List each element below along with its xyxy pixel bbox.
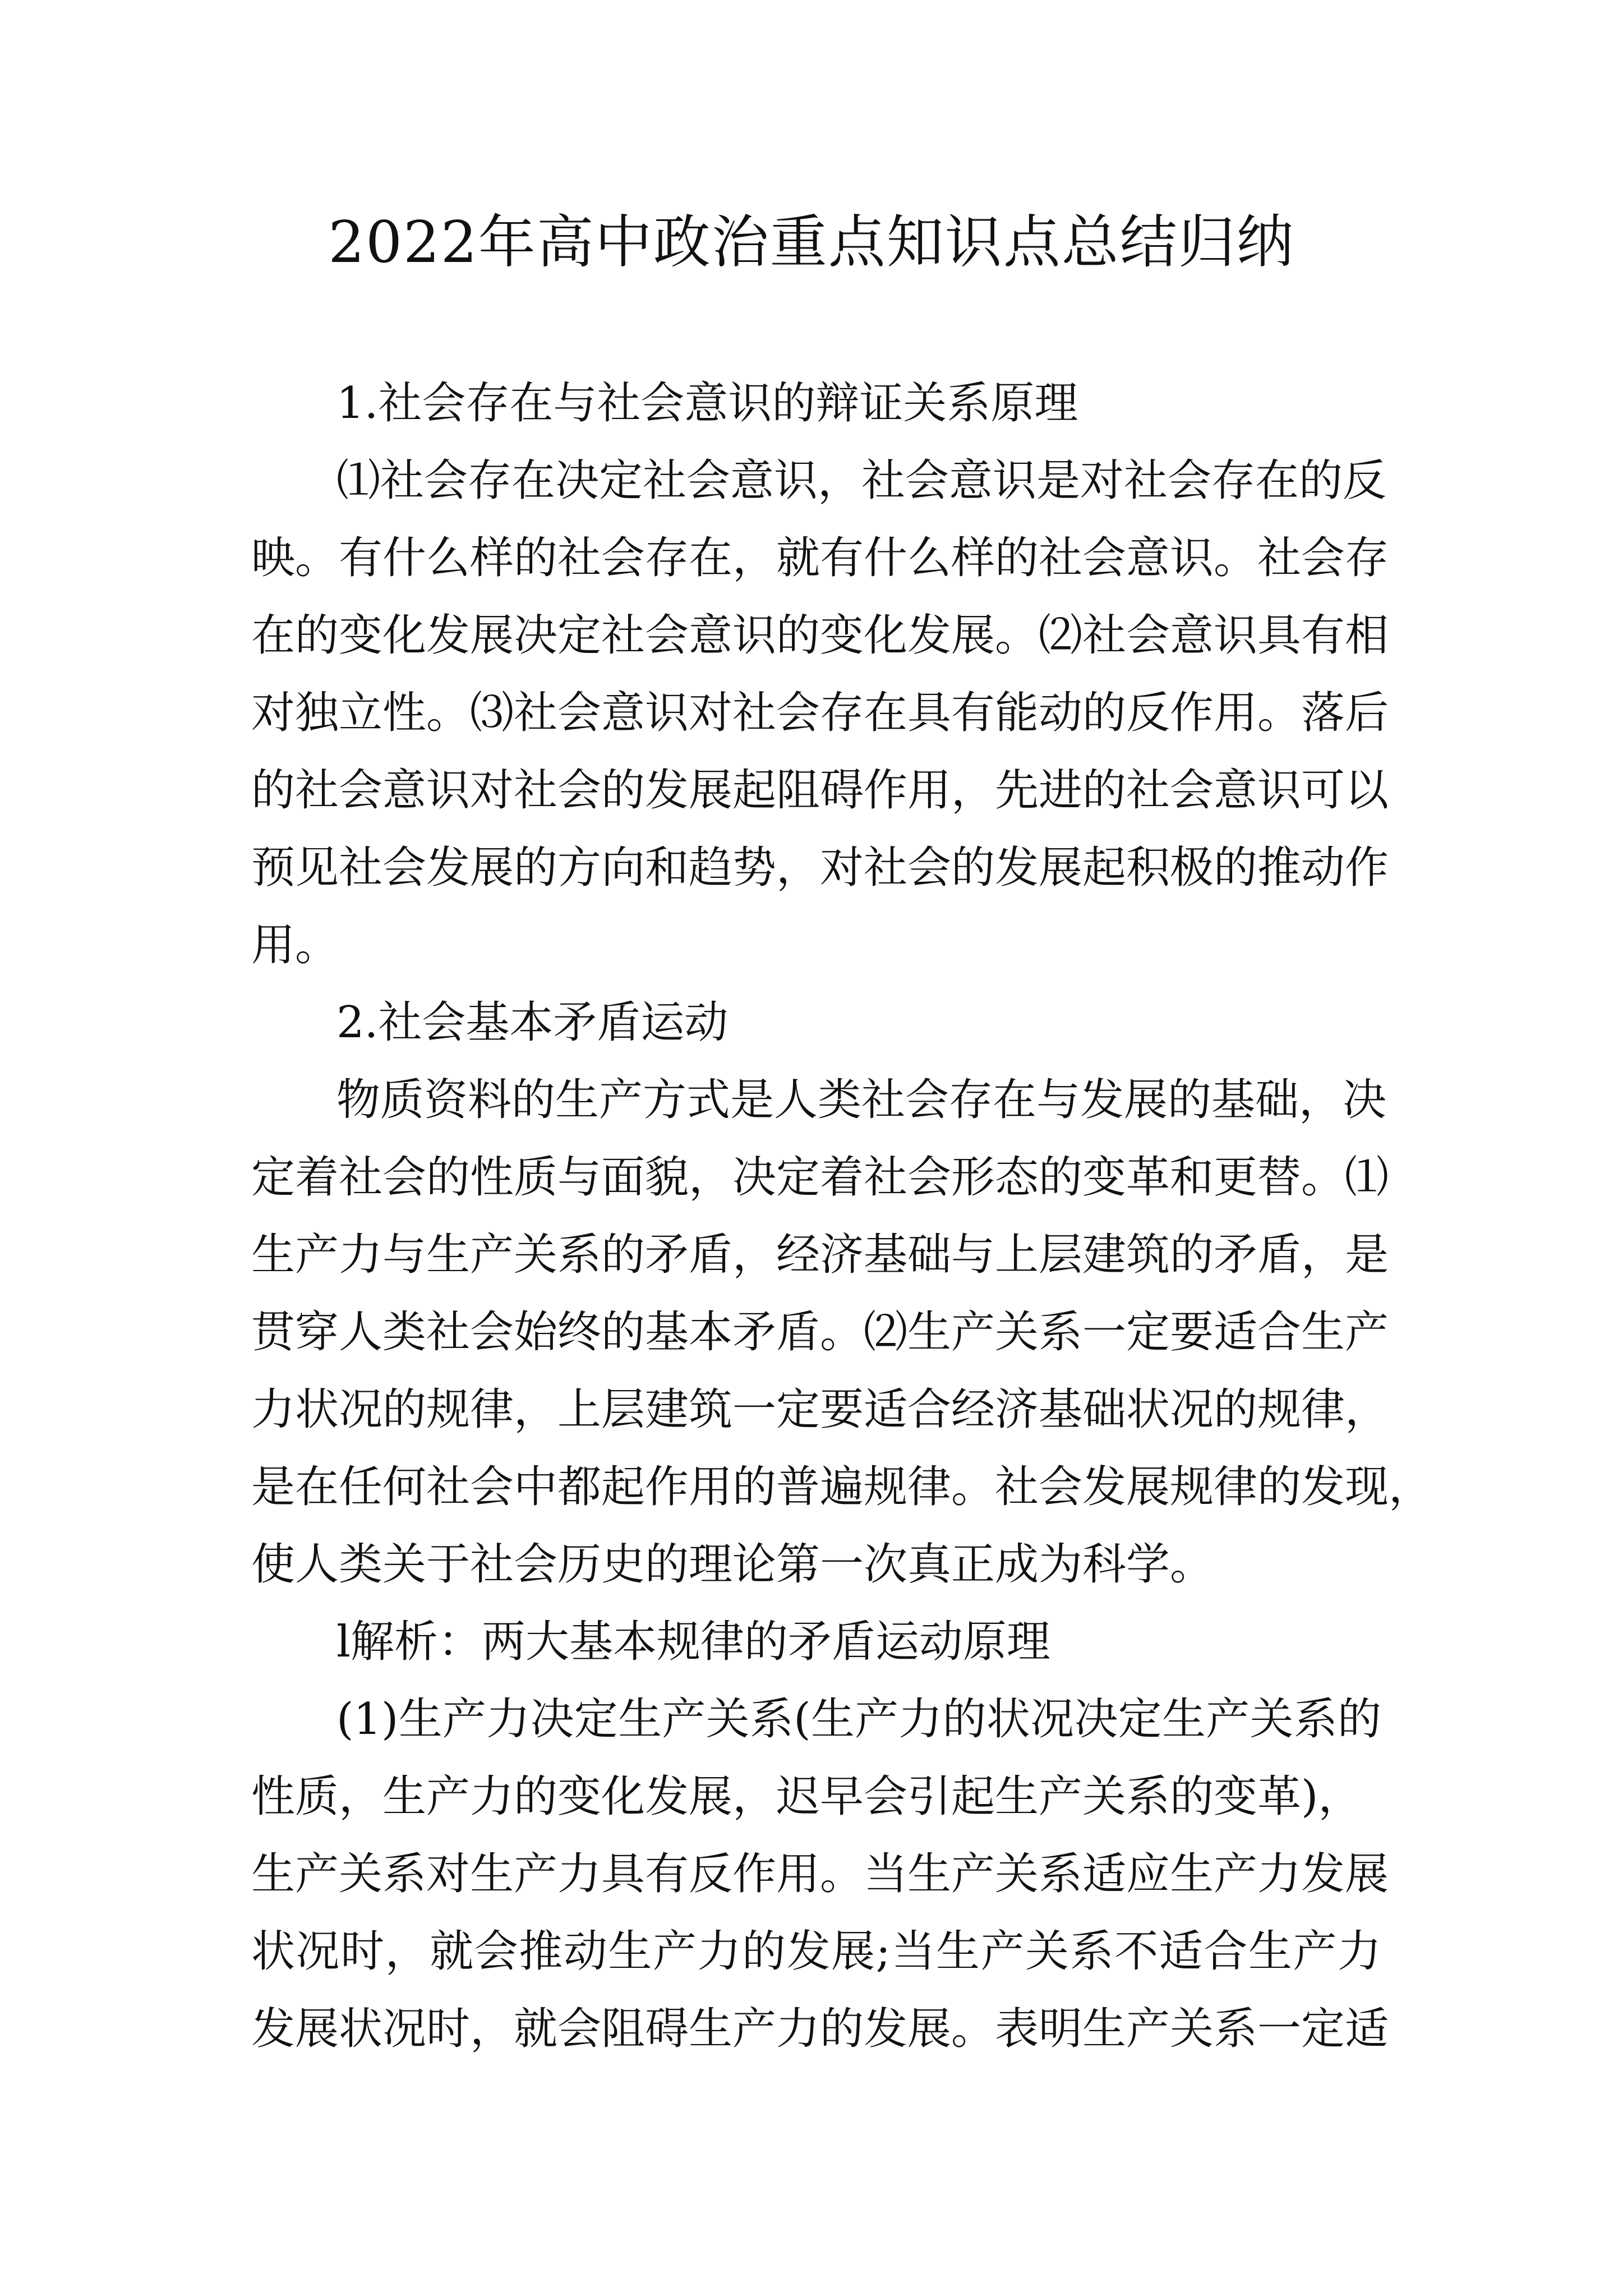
paragraph-line: 是在任何社会中都起作用的普遍规律。社会发展规律的发现，	[251, 1462, 1433, 1512]
section-heading-1: 1.社会存在与社会意识的辩证关系原理	[336, 378, 1078, 429]
paragraph-line: 状况时，就会推动生产力的发展;当生产关系不适合生产力	[251, 1926, 1381, 1977]
paragraph-line: 力状况的规律，上层建筑一定要适合经济基础状况的规律，	[251, 1384, 1389, 1435]
paragraph-line: 使人类关于社会历史的理论第一次真正成为科学。	[251, 1539, 1214, 1590]
paragraph-line: 生产关系对生产力具有反作用。当生产关系适应生产力发展	[251, 1849, 1389, 1899]
paragraph-line: ⑴社会存在决定社会意识，社会意识是对社会存在的反	[336, 455, 1387, 506]
paragraph-line: 在的变化发展决定社会意识的变化发展。⑵社会意识具有相	[251, 610, 1389, 661]
paragraph-line: 用。	[251, 920, 339, 970]
paragraph-line: 物质资料的生产方式是人类社会存在与发展的基础，决	[336, 1075, 1387, 1125]
document-title: 2022年高中政治重点知识点总结归纳	[328, 209, 1295, 276]
section-heading-3: l解析：两大基本规律的矛盾运动原理	[336, 1617, 1050, 1667]
section-heading-2: 2.社会基本矛盾运动	[336, 997, 728, 1048]
paragraph-line: 发展状况时，就会阻碍生产力的发展。表明生产关系一定适	[251, 2004, 1389, 2054]
paragraph-line: 生产力与生产关系的矛盾，经济基础与上层建筑的矛盾，是	[251, 1230, 1389, 1280]
document-body	[251, 365, 1433, 2068]
paragraph-line: 预见社会发展的方向和趋势，对社会的发展起积极的推动作	[251, 843, 1389, 893]
paragraph-line: (1)生产力决定生产关系(生产力的状况决定生产关系的	[336, 1694, 1381, 1745]
paragraph-line: 的社会意识对社会的发展起阻碍作用，先进的社会意识可以	[251, 765, 1389, 816]
paragraph-line: 贯穿人类社会始终的基本矛盾。⑵生产关系一定要适合生产	[251, 1307, 1389, 1358]
paragraph-line: 对独立性。⑶社会意识对社会存在具有能动的反作用。落后	[251, 688, 1389, 738]
paragraph-line: 定着社会的性质与面貌，决定着社会形态的变革和更替。⑴	[251, 1152, 1389, 1203]
paragraph-line: 映。有什么样的社会存在，就有什么样的社会意识。社会存	[251, 533, 1389, 583]
paragraph-line: 性质，生产力的变化发展，迟早会引起生产关系的变革)，	[251, 1772, 1362, 1822]
